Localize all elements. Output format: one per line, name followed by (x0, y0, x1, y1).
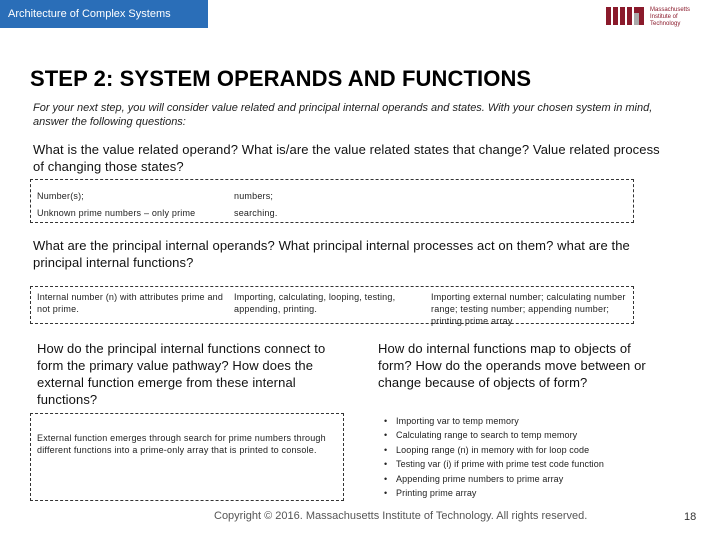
answer-cell: searching. (234, 208, 278, 218)
page-number: 18 (684, 511, 697, 523)
answer-cell: Unknown prime numbers – only prime (37, 208, 196, 218)
answer-cell: numbers; (234, 191, 274, 201)
question-internal-operands: What are the principal internal operands? What principal internal processes act on them? what are the principal internal functions? (33, 238, 630, 270)
list-item: • Importing var to temp memory (384, 414, 604, 428)
list-item: • Looping range (n) in memory with for loop code (384, 443, 604, 457)
course-title-banner (0, 0, 208, 28)
answer-cell: External function emerges through search for prime numbers through different functions into a prime-only array that is printed to console. (37, 433, 326, 455)
question-value-pathway: How do the principal internal functions connect to form the primary value pathway? How does the external function emerge from these internal functions? (37, 341, 326, 407)
mit-logo-bars (606, 7, 646, 25)
question-value-operand: What is the value related operand? What is/are the value related states that change? Value related process of changing those states? (33, 142, 660, 174)
list-item: • Testing var (i) if prime with prime test code function (384, 457, 604, 471)
answer-box-value-pathway (30, 413, 344, 501)
list-item: • Calculating range to search to temp memory (384, 428, 604, 442)
slide-intro: For your next step, you will consider value related and principal internal operands and states. With your chosen system in mind, answer the following questions: (33, 102, 653, 128)
mit-logo (606, 7, 706, 29)
list-item: • Printing prime array (384, 486, 604, 500)
course-title: Architecture of Complex Systems (8, 8, 171, 20)
answer-cell: Importing external number; calculating number range; testing number; appending number; printing prime array (431, 292, 626, 326)
answer-cell: Internal number (n) with attributes prime and not prime. (37, 292, 224, 314)
answer-box-internal-operands (30, 286, 634, 324)
list-item: • Appending prime numbers to prime array (384, 472, 604, 486)
form-mapping-list (384, 414, 604, 500)
copyright-footer: Copyright © 2016. Massachusetts Institute of Technology. All rights reserved. (214, 510, 588, 522)
slide-title: STEP 2: SYSTEM OPERANDS AND FUNCTIONS (30, 66, 532, 91)
answer-cell: Number(s); (37, 191, 85, 201)
question-form-mapping: How do internal functions map to objects of form? How do the operands move between or change because of objects of form? (378, 341, 646, 390)
mit-logo-text: Massachusetts Institute of Technology (650, 7, 691, 27)
answer-cell: Importing, calculating, looping, testing, appending, printing. (234, 292, 396, 314)
answer-box-value-operand (30, 179, 634, 223)
